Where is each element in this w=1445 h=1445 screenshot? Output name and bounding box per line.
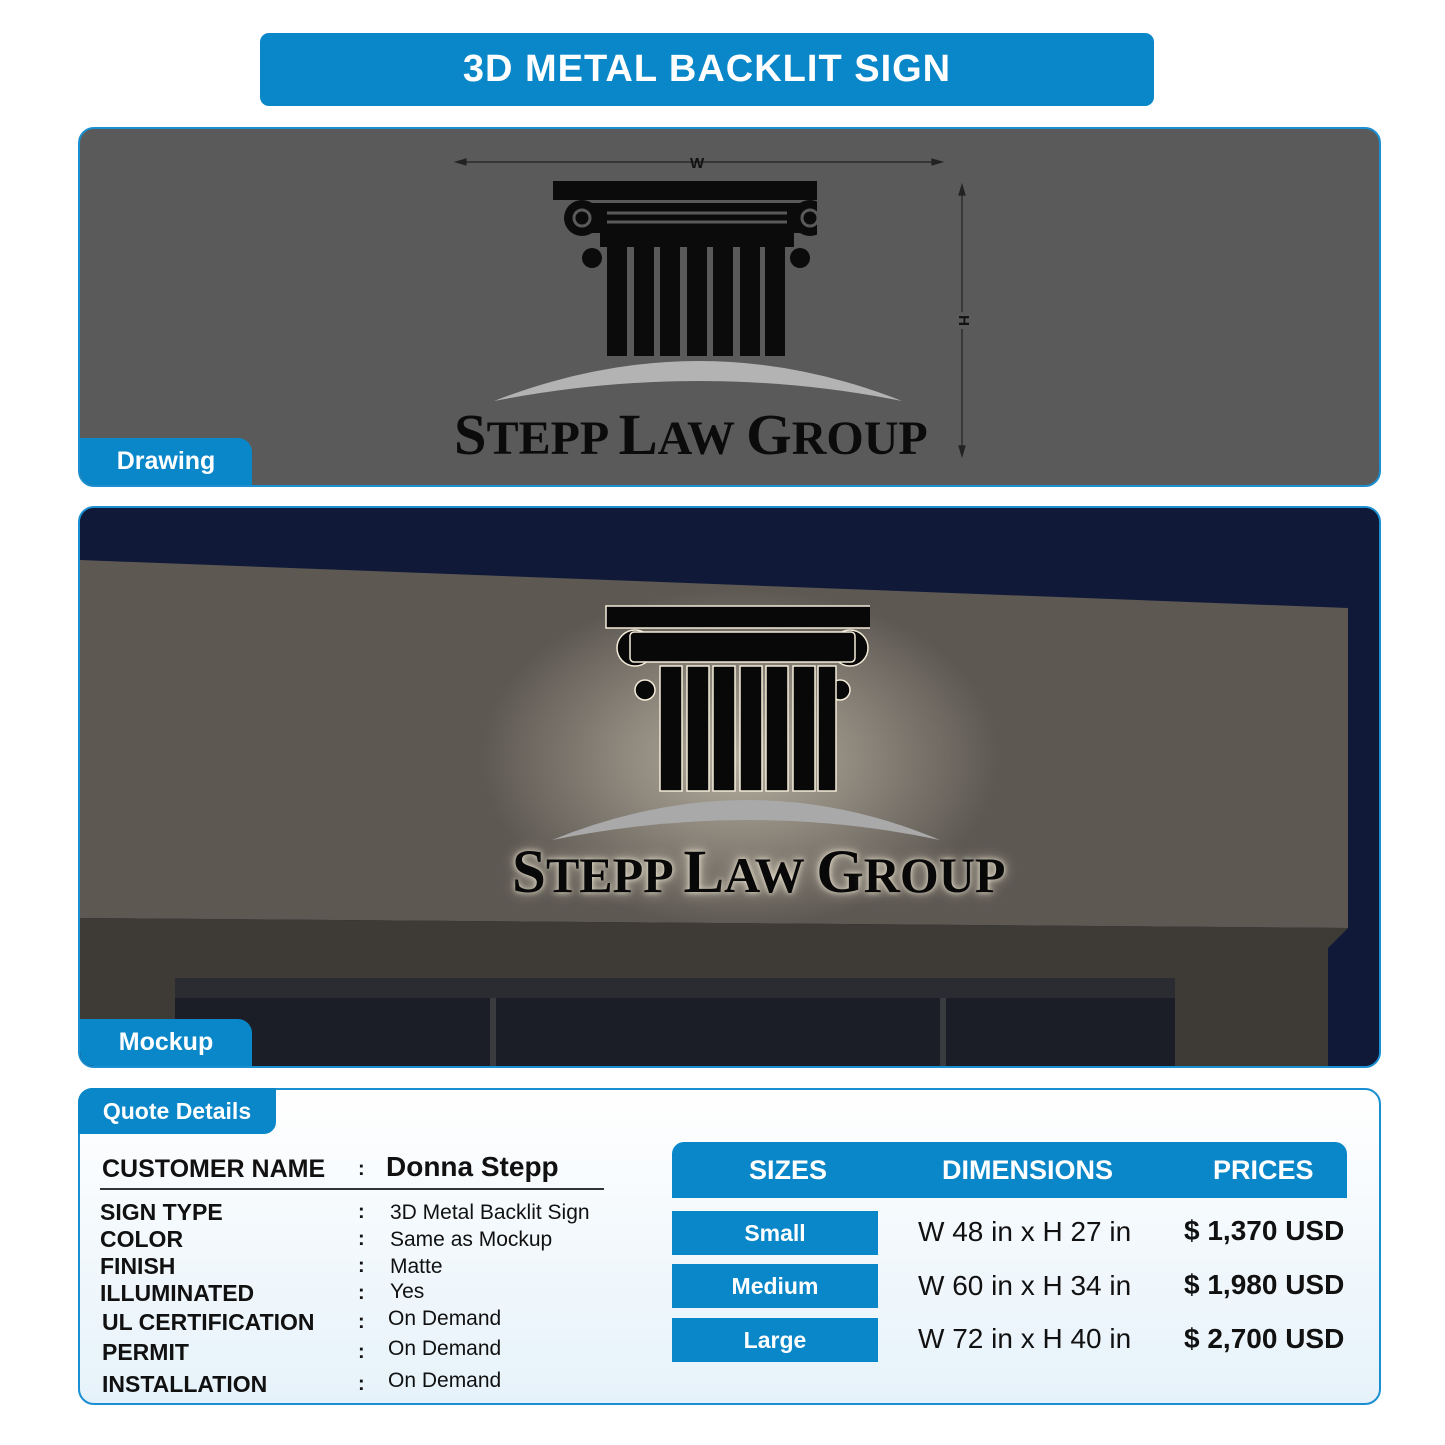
page-title: 3D METAL BACKLIT SIGN — [260, 33, 1154, 106]
spec-key: INSTALLATION — [102, 1371, 268, 1397]
spec-colon: : — [358, 1341, 365, 1363]
height-label: H — [955, 312, 972, 329]
spec-value: 3D Metal Backlit Sign — [390, 1201, 590, 1224]
spec-value: Matte — [390, 1255, 443, 1278]
price-table-header — [672, 1142, 1347, 1198]
drawing-tab: Drawing — [80, 438, 252, 485]
spec-value: On Demand — [388, 1307, 502, 1330]
mockup-panel — [78, 506, 1381, 1068]
dimension-cell: W 48 in x H 27 in — [918, 1216, 1132, 1247]
customer-divider — [100, 1188, 604, 1190]
dimension-cell: W 72 in x H 40 in — [918, 1323, 1132, 1354]
spec-key: UL CERTIFICATION — [102, 1309, 315, 1335]
dimensions-header: DIMENSIONS — [942, 1155, 1114, 1185]
spec-colon: : — [358, 1255, 365, 1277]
spec-colon: : — [358, 1228, 365, 1250]
size-small-button[interactable]: Small — [672, 1211, 878, 1255]
spec-key: SIGN TYPE — [100, 1199, 223, 1225]
spec-colon: : — [358, 1311, 365, 1333]
prices-header: PRICES — [1213, 1155, 1314, 1185]
mockup-tab: Mockup — [80, 1019, 252, 1066]
spec-key: COLOR — [100, 1226, 184, 1252]
customer-name-key: CUSTOMER NAME — [102, 1155, 326, 1183]
price-cell: $ 1,370 USD — [1184, 1215, 1345, 1246]
price-cell: $ 1,980 USD — [1184, 1269, 1345, 1300]
silver-arc-icon — [492, 349, 912, 409]
price-cell: $ 2,700 USD — [1184, 1323, 1345, 1354]
spec-key: PERMIT — [102, 1339, 189, 1365]
spec-colon: : — [358, 1282, 365, 1304]
spec-key: FINISH — [100, 1253, 176, 1279]
customer-name-value: Donna Stepp — [386, 1151, 559, 1182]
spec-colon: : — [358, 1373, 365, 1395]
spec-value: Yes — [390, 1280, 425, 1303]
spec-value: On Demand — [388, 1337, 502, 1360]
drawing-sign-text: STEPP LAW GROUP — [454, 402, 928, 467]
spec-value: Same as Mockup — [390, 1228, 553, 1251]
size-medium-button[interactable]: Medium — [672, 1264, 878, 1308]
width-label: W — [690, 155, 705, 172]
drawing-panel — [78, 127, 1381, 487]
spec-value: On Demand — [388, 1369, 502, 1392]
mockup-sign-text: STEPP LAW GROUP — [512, 839, 1006, 906]
sizes-header: SIZES — [749, 1155, 828, 1185]
spec-key: ILLUMINATED — [100, 1280, 255, 1306]
customer-colon: : — [358, 1158, 365, 1180]
spec-colon: : — [358, 1201, 365, 1223]
size-large-button[interactable]: Large — [672, 1318, 878, 1362]
dimension-cell: W 60 in x H 34 in — [918, 1270, 1132, 1301]
quote-details-tab: Quote Details — [78, 1088, 276, 1134]
